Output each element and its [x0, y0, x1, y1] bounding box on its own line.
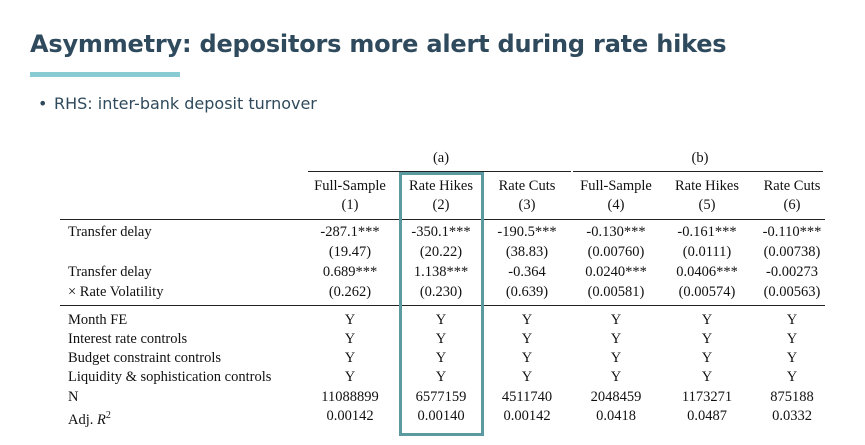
table-cell: Y: [435, 369, 447, 385]
table-cell: Y: [344, 312, 356, 328]
table-cell: Y: [701, 369, 713, 385]
table-cell: 2048459: [590, 389, 642, 405]
table-cell: (0.00563): [763, 284, 821, 300]
table-cell: Y: [344, 369, 356, 385]
group-underline: [573, 171, 823, 172]
table-cell: (0.0111): [682, 244, 732, 260]
table-cell: Y: [610, 369, 622, 385]
column-number: (5): [698, 197, 716, 213]
table-cell: -0.161***: [677, 224, 737, 240]
bullet-text: RHS: inter-bank deposit turnover: [54, 94, 317, 113]
slide-title: Asymmetry: depositors more alert during rate hikes: [30, 30, 727, 58]
table-cell: Y: [610, 331, 622, 347]
table-cell: 0.689***: [322, 264, 378, 280]
row-label: Liquidity & sophistication controls: [68, 369, 272, 385]
rate-hikes-highlight-box: [399, 172, 484, 436]
column-number: (2): [432, 197, 450, 213]
table-cell: -287.1***: [320, 224, 380, 240]
table-cell: (38.83): [505, 244, 549, 260]
table-cell: -0.00273: [766, 264, 818, 280]
table-cell: 0.0240***: [585, 264, 647, 280]
table-cell: 4511740: [501, 389, 553, 405]
table-cell: (19.47): [328, 244, 372, 260]
bullet-dot-icon: •: [38, 94, 48, 113]
table-cell: 1173271: [681, 389, 733, 405]
column-header: Full-Sample: [314, 178, 386, 194]
table-cell: 0.00140: [417, 408, 465, 424]
table-cell: -0.110***: [762, 224, 822, 240]
row-label: Month FE: [68, 312, 128, 328]
table-cell: (0.230): [419, 284, 463, 300]
column-header: Rate Hikes: [408, 178, 474, 194]
table-cell: 11088899: [321, 389, 379, 405]
table-cell: Y: [521, 331, 533, 347]
table-cell: (20.22): [419, 244, 463, 260]
row-label: Transfer delay: [68, 264, 152, 280]
table-cell: (0.00738): [763, 244, 821, 260]
row-label: Adj. $R^2$: [68, 410, 111, 428]
table-cell: (0.00574): [678, 284, 736, 300]
table-cell: Y: [786, 369, 798, 385]
row-label: Budget constraint controls: [68, 350, 222, 366]
table-cell: Y: [435, 350, 447, 366]
column-number: (1): [341, 197, 359, 213]
table-cell: Y: [786, 350, 798, 366]
row-label: × Rate Volatility: [68, 284, 164, 300]
group-header: (a): [432, 150, 450, 166]
row-label: Transfer delay: [68, 224, 152, 240]
column-number: (3): [518, 197, 536, 213]
table-cell: 0.00142: [503, 408, 551, 424]
table-cell: 875188: [770, 389, 814, 405]
column-number: (6): [783, 197, 801, 213]
row-label: Interest rate controls: [68, 331, 188, 347]
table-cell: Y: [521, 369, 533, 385]
table-cell: -190.5***: [497, 224, 557, 240]
table-cell: Y: [344, 350, 356, 366]
row-label: N: [68, 389, 79, 405]
table-cell: 0.0332: [772, 408, 812, 424]
table-cell: Y: [344, 331, 356, 347]
column-header: Rate Hikes: [674, 178, 740, 194]
column-header: Rate Cuts: [498, 178, 556, 194]
table-cell: Y: [435, 331, 447, 347]
table-cell: 0.0487: [687, 408, 727, 424]
table-cell: Y: [701, 331, 713, 347]
table-cell: Y: [701, 312, 713, 328]
table-cell: -0.130***: [586, 224, 646, 240]
table-cell: 6577159: [415, 389, 467, 405]
table-cell: 0.00142: [326, 408, 374, 424]
table-cell: Y: [521, 350, 533, 366]
table-cell: Y: [435, 312, 447, 328]
column-header: Rate Cuts: [763, 178, 821, 194]
column-header: Full-Sample: [580, 178, 652, 194]
table-cell: Y: [786, 331, 798, 347]
table-cell: Y: [701, 350, 713, 366]
table-cell: Y: [786, 312, 798, 328]
table-cell: 1.138***: [413, 264, 469, 280]
column-number: (4): [607, 197, 625, 213]
table-cell: (0.639): [505, 284, 549, 300]
table-cell: 0.0418: [596, 408, 636, 424]
table-cell: -0.364: [508, 264, 546, 280]
table-cell: Y: [521, 312, 533, 328]
table-cell: Y: [610, 350, 622, 366]
table-cell: 0.0406***: [676, 264, 738, 280]
table-cell: (0.00760): [587, 244, 645, 260]
table-cell: (0.00581): [587, 284, 645, 300]
table-cell: (0.262): [328, 284, 372, 300]
table-cell: -350.1***: [411, 224, 471, 240]
table-cell: Y: [610, 312, 622, 328]
group-header: (b): [691, 150, 709, 166]
